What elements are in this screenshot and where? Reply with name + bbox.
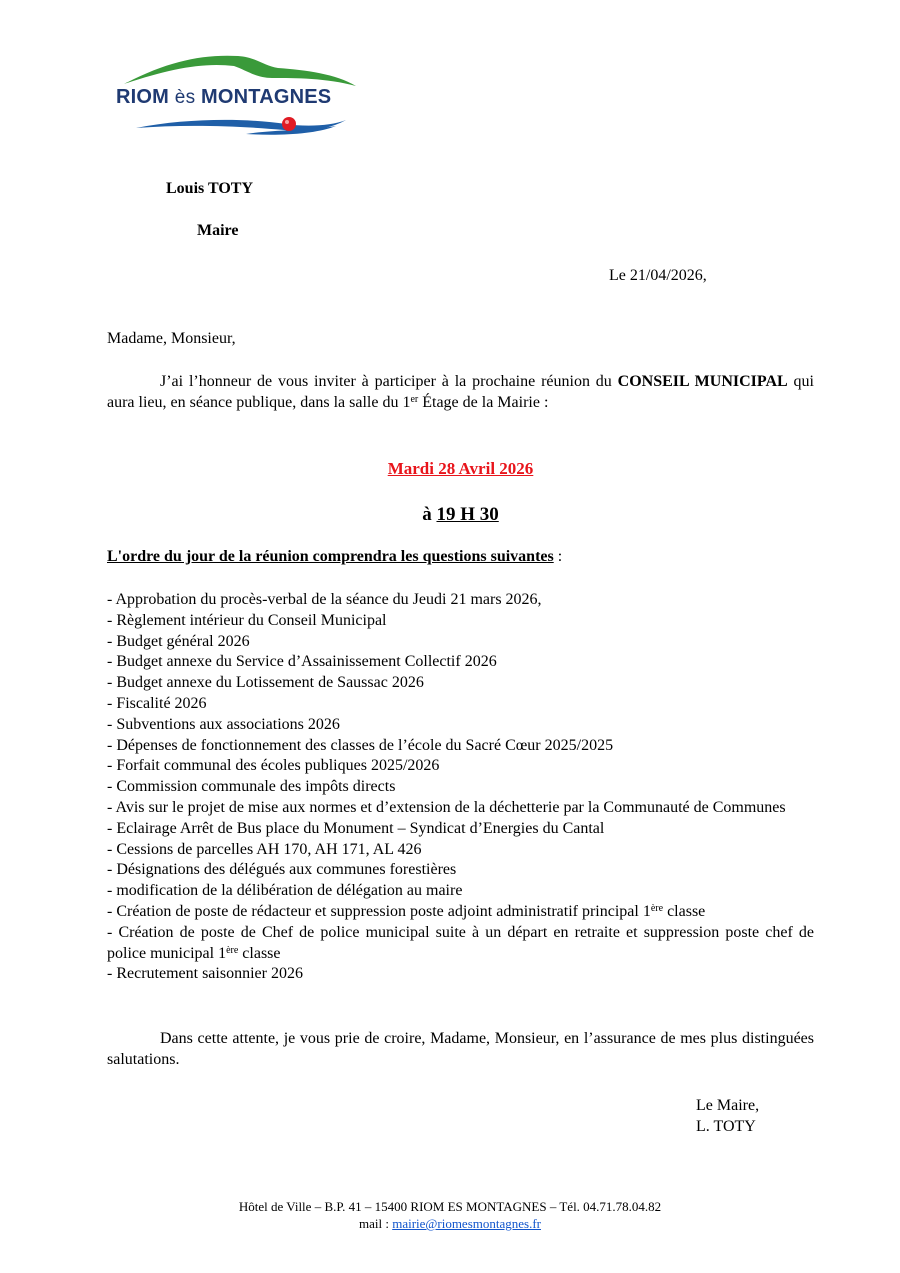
meeting-date: Mardi 28 Avril 2026 <box>387 459 534 478</box>
agenda-item: - Création de poste de Chef de police municipal suite à un départ en retraite et suppression poste chef de police municipal 1ère classe <box>107 923 814 962</box>
logo-red-dot-icon <box>282 117 296 131</box>
meeting-time-line: à 19 H 30 <box>422 504 499 525</box>
agenda-item: - Création de poste de rédacteur et suppression poste adjoint administratif principal 1ère classe <box>107 902 706 920</box>
letter-date: Le 21/04/2026, <box>609 267 707 284</box>
mail-link[interactable]: mairie@riomesmontagnes.fr <box>392 1216 541 1231</box>
agenda-list <box>107 590 814 985</box>
agenda-item: - Règlement intérieur du Conseil Municipal <box>107 611 387 629</box>
meeting-date-line <box>107 458 814 480</box>
agenda-item: - Subventions aux associations 2026 <box>107 715 340 733</box>
agenda-item: - Eclairage Arrêt de Bus place du Monument – Syndicat d’Energies du Cantal <box>107 819 605 837</box>
agenda-item: - Budget annexe du Service d’Assainissement Collectif 2026 <box>107 653 497 671</box>
meeting-time: 19 H 30 <box>436 504 499 525</box>
logo-wordmark: RIOM ès MONTAGNES <box>116 86 332 108</box>
agenda-item: - Fiscalité 2026 <box>107 694 207 712</box>
salutation: Madame, Monsieur, <box>107 330 236 347</box>
signature-name: L. TOTY <box>696 1118 756 1135</box>
signature-block <box>696 1095 759 1137</box>
agenda-item: - modification de la délibération de délégation au maire <box>107 882 463 900</box>
agenda-item: - Dépenses de fonctionnement des classes de l’école du Sacré Cœur 2025/2025 <box>107 736 614 754</box>
agenda-item: - Recrutement saisonnier 2026 <box>107 965 303 983</box>
closing-paragraph: Dans cette attente, je vous prie de croire, Madame, Monsieur, en l’assurance de mes plus distinguées salutations. <box>107 1030 814 1068</box>
footer-mail-line: mail : mairie@riomesmontagnes.fr <box>358 1216 541 1231</box>
agenda-item: - Cessions de parcelles AH 170, AH 171, AL 426 <box>107 840 422 858</box>
agenda-item: - Forfait communal des écoles publiques 2025/2026 <box>107 757 440 775</box>
agenda-item: - Approbation du procès-verbal de la séance du Jeudi 21 mars 2026, <box>107 591 542 608</box>
signature-title: Le Maire, <box>696 1097 760 1114</box>
sender-title: Maire <box>197 222 239 239</box>
agenda-item: - Budget général 2026 <box>107 632 250 650</box>
agenda-item: - Avis sur le projet de mise aux normes et d’extension de la déchetterie par la Communauté de Communes <box>107 798 786 816</box>
agenda-item: - Budget annexe du Lotissement de Saussac 2026 <box>107 674 424 692</box>
town-logo <box>106 48 368 140</box>
sender-name: Louis TOTY <box>166 180 254 197</box>
agenda-item: - Désignations des délégués aux communes forestières <box>107 861 457 879</box>
intro-paragraph: J’ai l’honneur de vous inviter à participer à la prochaine réunion du CONSEIL MUNICIPAL qui aura lieu, en séance publique, dans la salle du 1er Étage de la Mairie : <box>107 373 815 411</box>
agenda-heading: L'ordre du jour de la réunion comprendra les questions suivantes : <box>107 548 563 565</box>
agenda-item: - Commission communale des impôts directs <box>107 778 396 796</box>
footer-address: Hôtel de Ville – B.P. 41 – 15400 RIOM ES MONTAGNES – Tél. 04.71.78.04.82 <box>238 1199 662 1214</box>
council-name: CONSEIL MUNICIPAL <box>617 373 788 390</box>
